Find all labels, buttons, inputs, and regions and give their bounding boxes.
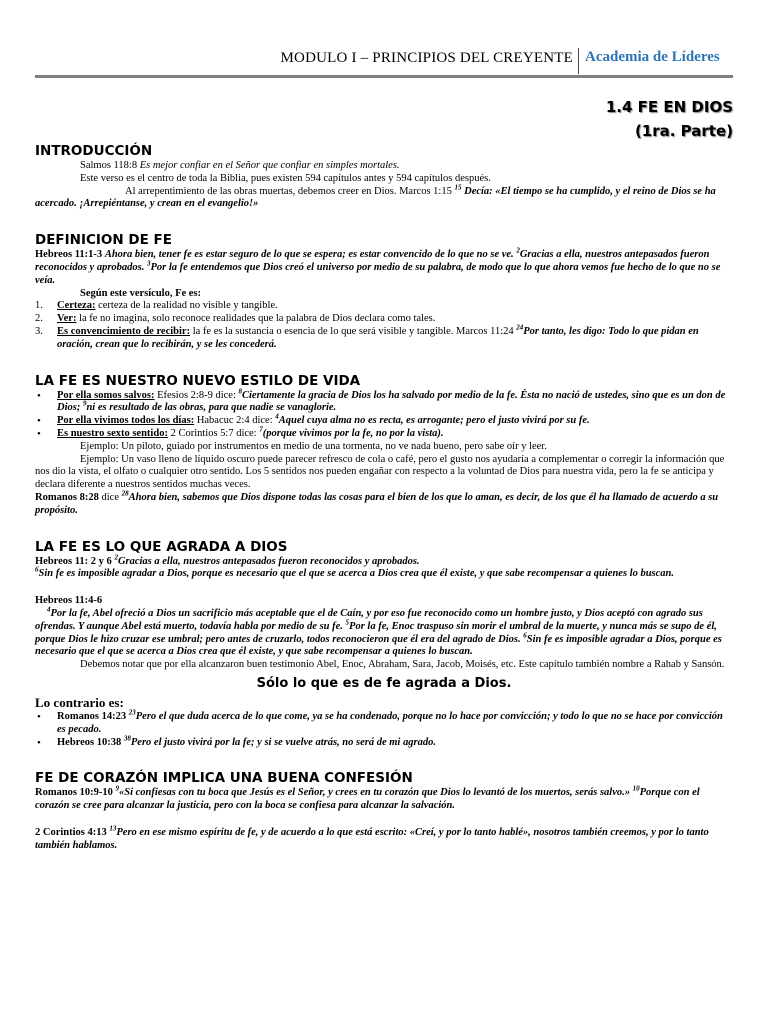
solo-fe-agrada: Sólo lo que es de fe agrada a Dios.	[256, 675, 512, 691]
section-heading-agrada: LA FE ES LO QUE AGRADA A DIOS	[35, 538, 288, 555]
agrada-ref-2: Hebreos 11:4-6	[35, 595, 103, 607]
list-item: • Por ella vivimos todos los días: Habacuc 2:4 dice: $^4$Aquel cuya alma no es recta, es arrogante; pero el justo vivirá por su fe.	[37, 412, 590, 428]
list-item: • Hebreos 10:38 $^{38}$Pero el justo vivirá por la fe; y si se vuelve atrás, no será de mi agrado.	[37, 734, 436, 749]
contrario-list	[35, 708, 733, 749]
lesson-title-line2: (1ra. Parte)	[634, 122, 733, 140]
section-heading-intro: INTRODUCCIÓN	[35, 143, 153, 159]
section-heading-corazon: FE DE CORAZÓN IMPLICA UNA BUENA CONFESIÓN	[35, 770, 413, 787]
intro-line3: Al arrepentimiento de las obras muertas, debemos creer en Dios. Marcos 1:15 $^{15}$ Decía: «El tiempo se ha cumplido, y el reino de Dios se ha acercado. ¡Arrepiéntanse, y crean en el evangelio!»	[35, 183, 716, 210]
section-heading-definicion: DEFINICION DE FE	[35, 232, 172, 249]
ejemplo-2: Ejemplo: Un vaso lleno de líquido oscuro puede parecer refresco de cola o café, pero el gusto nos ayudaría a complementar o corregir la información que nos dio la vista, el olfato o cualquier otro sentido. Los 5 sentidos nos pueden engañar con respecto a la voluntad de Dios para nuestra vida, pero la fe se anticipa y declara diferente a nuestros sentidos muchas veces.	[35, 453, 725, 491]
ejemplo-1: Ejemplo: Un piloto, guiado por instrumentos en medio de una tormenta, no ve nada bueno, pero sabe oír y leer.	[80, 440, 547, 452]
header-rule	[35, 75, 733, 78]
document-body	[35, 142, 733, 852]
intro-verse: Salmos 118:8 Es mejor confiar en el Señor que confiar en simples mortales.	[80, 160, 400, 171]
corazon-verse-2: 2 Corintios 4:13 $^{13}$Pero en ese mismo espíritu de fe, y de acuerdo a lo que está escrito: «Creí, y por lo tanto hablé», nosotros también creemos, y por lo tanto también hablamos.	[35, 824, 709, 851]
list-item: • Es nuestro sexto sentido: 2 Corintios 5:7 dice: $^7$(porque vivimos por la fe, no por la vista).	[37, 425, 444, 440]
agrada-verse-1: Hebreos 11: 2 y 6 $^2$Gracias a ella, nuestros antepasados fueron reconocidos y aprobados.	[35, 553, 420, 567]
list-item: • Romanos 14:23 $^{23}$Pero el que duda acerca de lo que come, ya se ha condenado, porque no lo hace por convicción; y todo lo que no se hace por convicción es pecado.	[37, 708, 723, 735]
lesson-title	[606, 95, 733, 143]
debemos-notar: Debemos notar que por ella alcanzaron buen testimonio Abel, Enoc, Abraham, Sara, Jacob, Moisés, etc. Este capítulo también nombre a Rahab y Sansón.	[80, 659, 725, 671]
contrario-label: Lo contrario es:	[35, 694, 124, 710]
list-item: • Por ella somos salvos: Efesios 2:8-9 dice: $^8$Ciertamente la gracia de Dios los ha salvado por medio de la fe. Ésta no nació de ustedes, sino que es un don de Dios; $^9$ni es resultado de las obras, para que nadie se vanaglorie.	[37, 387, 726, 414]
definicion-verse: Hebreos 11:1-3 Ahora bien, tener fe es estar seguro de lo que se espera; es estar convencido de lo que no se ve. $^2$Gracias a ella, nuestros antepasados fueron reconocidos y aprobados. $^3$Por la fe entendemos que Dios creó el universo por medio de su palabra, de modo que lo que ahora vemos fue hecho de lo que no se veía.	[35, 246, 721, 286]
estilo-list	[35, 387, 733, 441]
header-separator	[578, 48, 579, 74]
list-item: 3. Es convencimiento de recibir: la fe es la sustancia o esencia de lo que será visible y tangible. Marcos 11:24 $^{24}$Por tanto, les digo: Todo lo que pidan en oración, crean que lo recibirán, y se les concederá.	[35, 323, 699, 350]
agrada-verse-3: $^4$Por la fe, Abel ofreció a Dios un sacrificio más aceptable que el de Caín, y por eso fue reconocido como un hombre justo, y Dios aceptó con agrado sus ofrendas. Y aunque Abel está muerto, todavía habla por medio de su fe. $^5$Por la fe, Enoc traspuso sin morir el umbral de la muerte, y nunca más se supo de él, porque Dios le hizo cruzar ese umbral; pero antes de cruzarlo, todos reconocieron que él era del agrado de Dios. $^6$Sin fe es imposible agradar a Dios, porque es necesario que el que se acerca a Dios crea que él existe, y que sabe recompensar a quienes lo buscan.	[35, 605, 722, 658]
romanos-8-28: Romanos 8:28 dice $^{28}$Ahora bien, sabemos que Dios dispone todas las cosas para el bien de los que lo aman, es decir, de los que él ha llamado de acuerdo a su propósito.	[35, 489, 719, 516]
section-heading-estilo: LA FE ES NUESTRO NUEVO ESTILO DE VIDA	[35, 372, 361, 389]
lesson-title-line1: 1.4 FE EN DIOS	[605, 98, 733, 116]
corazon-verse-1: Romanos 10:9-10 $^9$«Si confiesas con tu boca que Jesús es el Señor, y crees en tu corazón que Dios lo levantó de los muertos, serás salvo.» $^{10}$Porque con el corazón se cree para alcanzar la justicia, pero con la boca se confiesa para alcanzar la salvación.	[35, 784, 700, 812]
intro-line2: Este verso es el centro de toda la Biblia, pues existen 594 capítulos antes y 594 capítulos después.	[80, 172, 491, 184]
fe-es-list	[35, 300, 733, 351]
page-header	[35, 48, 733, 76]
module-title: MODULO I – PRINCIPIOS DEL CREYENTE	[280, 50, 573, 66]
academy-name: Academia de Líderes	[585, 49, 720, 65]
list-item: 1. Certeza: certeza de la realidad no visible y tangible.	[35, 300, 278, 312]
agrada-verse-2: $^6$Sin fe es imposible agradar a Dios, porque es necesario que el que se acerca a Dios crea que él existe, y que sabe recompensar a quienes lo buscan.	[35, 565, 674, 580]
segun-label: Según este versículo, Fe es:	[80, 287, 202, 299]
list-item: 2. Ver: la fe no imagina, solo reconoce realidades que la palabra de Dios declara como tales.	[35, 313, 436, 325]
